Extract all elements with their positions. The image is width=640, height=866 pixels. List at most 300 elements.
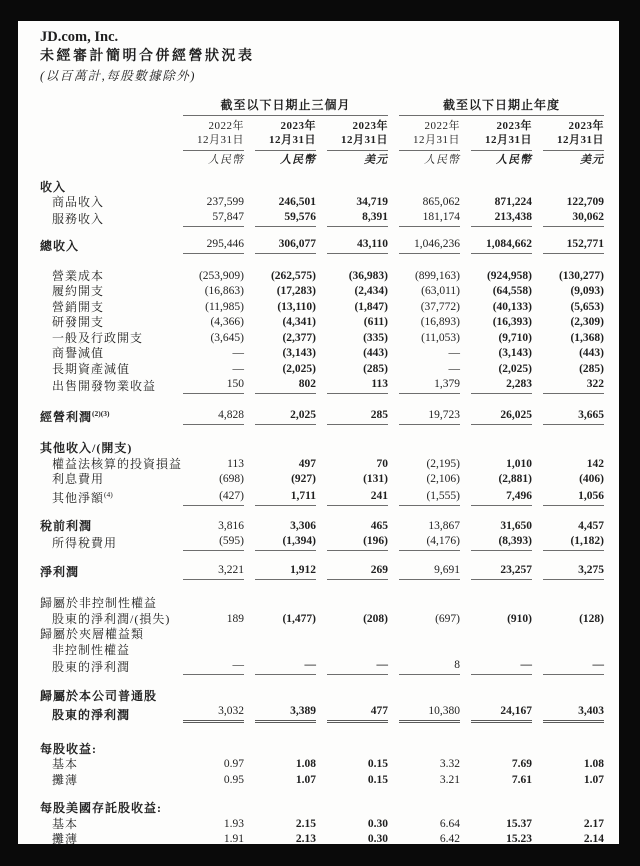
value-cell: (335): [363, 331, 389, 344]
value-cell: 8,391: [316, 210, 388, 227]
row-label: 經營利潤$^{(2)(3)}$: [40, 408, 110, 424]
col-header-date: 2023年 12月31日: [460, 116, 532, 151]
value-cell: —: [448, 362, 461, 375]
table-row: [40, 816, 604, 832]
value-cell: [532, 596, 604, 612]
value-cell: (63,011): [421, 285, 461, 297]
value-cell: 0.30: [367, 833, 389, 845]
value-cell: (16,893): [420, 316, 461, 328]
value-cell: [532, 741, 604, 757]
value-cell: 2,025: [244, 406, 316, 425]
value-cell: 3,665: [532, 406, 604, 425]
document-page: [18, 21, 619, 844]
value-cell: (443): [363, 347, 389, 359]
table-row: [40, 741, 604, 757]
value-cell: 269: [316, 563, 388, 580]
value-cell: 10,380: [388, 704, 460, 723]
value-cell: [172, 689, 244, 705]
value-cell: (128): [579, 612, 605, 625]
value-cell: —: [172, 658, 244, 675]
value-cell: 1,010: [506, 457, 533, 470]
value-cell: (2,106): [426, 473, 461, 485]
value-cell: —: [316, 658, 388, 675]
value-cell: 1,056: [532, 487, 604, 506]
value-cell: 113: [227, 457, 244, 470]
value-cell: (253,909): [198, 269, 244, 282]
table-row: [40, 472, 604, 488]
value-cell: —: [244, 658, 316, 675]
row-label: 股東的淨利潤/(損失): [52, 611, 171, 626]
value-cell: (40,133): [492, 300, 533, 313]
value-cell: [388, 627, 460, 643]
value-cell: (924,958): [486, 269, 533, 282]
value-cell: 13,867: [428, 519, 461, 532]
row-label: 一般及行政開支: [52, 330, 144, 345]
value-cell: (2,025): [282, 362, 316, 375]
value-cell: 477: [316, 704, 388, 723]
empty-label-cell: [40, 116, 172, 151]
value-cell: 4,828: [172, 406, 244, 425]
value-cell: (285): [579, 362, 605, 375]
spacer-row: [40, 723, 604, 741]
value-cell: [532, 179, 604, 195]
table-row: [40, 441, 604, 457]
value-cell: (3,143): [282, 347, 316, 359]
value-cell: [244, 441, 316, 457]
value-cell: (285): [363, 362, 389, 375]
row-label: 歸屬於本公司普通股: [40, 689, 158, 703]
value-cell: 0.95: [223, 773, 244, 786]
value-cell: [172, 179, 244, 195]
value-cell: 3,032: [172, 704, 244, 723]
value-cell: (1,555): [388, 487, 460, 506]
value-cell: [316, 627, 388, 643]
value-cell: 122,709: [566, 196, 605, 208]
value-cell: 295,446: [172, 237, 244, 254]
value-cell: 2.17: [583, 817, 605, 830]
table-row: [40, 179, 604, 195]
value-cell: (1,182): [532, 534, 604, 551]
col-header-currency: 人民幣: [280, 154, 316, 166]
value-cell: 1.07: [583, 773, 605, 786]
value-cell: (3,143): [498, 347, 533, 359]
row-label: 攤薄: [52, 772, 79, 787]
value-cell: [388, 642, 460, 658]
value-cell: (2,195): [426, 457, 461, 470]
value-cell: [460, 642, 532, 658]
spacer-row: [40, 394, 604, 406]
value-cell: (262,575): [270, 269, 316, 282]
value-cell: 3.21: [439, 773, 461, 786]
value-cell: 802: [244, 377, 316, 394]
row-label: 歸屬於非控制性權益: [40, 596, 158, 610]
table-row: [40, 832, 604, 848]
value-cell: (4,366): [210, 316, 244, 328]
group-header-year: 截至以下日期止年度: [388, 98, 604, 116]
value-cell: 7.69: [511, 758, 533, 770]
value-cell: 3.32: [439, 758, 461, 770]
value-cell: [172, 627, 244, 643]
row-label: 股東的淨利潤: [52, 708, 131, 722]
value-cell: (9,093): [570, 285, 605, 297]
row-label: 攤薄: [52, 832, 79, 846]
value-cell: 189: [226, 612, 244, 625]
table-row: [40, 689, 604, 705]
table-row: [40, 237, 604, 254]
value-cell: 3,403: [532, 704, 604, 723]
value-cell: 306,077: [244, 237, 316, 254]
table-row: [40, 346, 604, 362]
value-cell: [460, 801, 532, 817]
row-label: 基本: [52, 757, 79, 771]
col-header-date: 2023年 12月31日: [316, 116, 388, 151]
value-cell: 7.61: [511, 773, 533, 786]
value-cell: [244, 627, 316, 643]
value-cell: [532, 627, 604, 643]
value-cell: (1,394): [244, 534, 316, 551]
value-cell: —: [460, 658, 532, 675]
value-cell: 871,224: [494, 196, 533, 208]
value-cell: (899,163): [414, 269, 461, 282]
table-row: [40, 377, 604, 394]
value-cell: 43,110: [316, 237, 388, 254]
value-cell: (611): [363, 316, 389, 328]
value-cell: [388, 179, 460, 195]
value-cell: [244, 741, 316, 757]
value-cell: [460, 441, 532, 457]
value-cell: 213,438: [460, 210, 532, 227]
value-cell: [388, 741, 460, 757]
table-row: [40, 268, 604, 284]
value-cell: (9,710): [498, 331, 533, 344]
value-cell: (910): [507, 612, 533, 625]
title-block: [40, 28, 605, 85]
value-cell: (4,341): [282, 316, 316, 328]
row-label: 所得稅費用: [52, 535, 118, 550]
row-label: 其他收入/(開支): [40, 441, 133, 455]
value-cell: (697): [435, 612, 461, 625]
value-cell: (64,558): [492, 285, 533, 297]
value-cell: 24,167: [460, 704, 532, 723]
row-label: 淨利潤: [40, 564, 80, 579]
value-cell: 3,306: [290, 519, 316, 532]
value-cell: (36,983): [348, 269, 389, 282]
value-cell: [460, 179, 532, 195]
col-header-date: 2023年 12月31日: [244, 116, 316, 151]
statement-table-body: [40, 168, 604, 847]
value-cell: —: [232, 362, 244, 375]
value-cell: [244, 179, 316, 195]
empty-label-cell: [40, 151, 172, 168]
table-row: [40, 563, 604, 580]
col-header-currency: 人民幣: [424, 154, 461, 166]
value-cell: 1,379: [388, 377, 460, 394]
table-row: [40, 534, 604, 551]
value-cell: [172, 596, 244, 612]
table-row: [40, 596, 604, 612]
value-cell: (595): [172, 534, 244, 551]
value-cell: 3,221: [172, 563, 244, 580]
value-cell: 59,576: [244, 210, 316, 227]
table-row: [40, 330, 604, 346]
value-cell: (13,110): [277, 300, 316, 313]
value-cell: [316, 642, 388, 658]
spacer-row: [40, 580, 604, 596]
value-cell: 142: [586, 457, 605, 470]
value-cell: [388, 596, 460, 612]
row-label: 履約開支: [52, 284, 105, 298]
col-header-currency: 美元: [364, 154, 389, 166]
value-cell: [388, 441, 460, 457]
table-row: [40, 299, 604, 315]
value-cell: [172, 801, 244, 817]
period-group-row: [40, 98, 604, 116]
value-cell: (2,881): [498, 473, 533, 485]
row-label: 基本: [52, 816, 79, 831]
value-cell: 15.23: [506, 833, 533, 845]
value-cell: 0.30: [367, 817, 389, 830]
spacer-row: [40, 506, 604, 518]
col-header-date: 2022年 12月31日: [172, 116, 244, 151]
value-cell: (37,772): [420, 300, 461, 313]
value-cell: 26,025: [460, 406, 532, 425]
spacer-row: [40, 168, 604, 179]
row-label: 收入: [40, 179, 67, 194]
value-cell: 0.97: [223, 758, 244, 770]
value-cell: (3,645): [210, 331, 244, 344]
value-cell: 7,496: [460, 487, 532, 506]
value-cell: 237,599: [206, 196, 244, 208]
row-label: 商品收入: [52, 195, 105, 209]
table-row: [40, 210, 604, 227]
value-cell: —: [232, 347, 244, 359]
value-cell: [316, 596, 388, 612]
value-cell: 30,062: [532, 210, 604, 227]
value-cell: 2.15: [295, 817, 316, 830]
row-label: 研發開支: [52, 315, 105, 329]
value-cell: 2.14: [583, 833, 605, 845]
table-row: [40, 627, 604, 643]
table-header: [40, 98, 604, 168]
value-cell: [532, 689, 604, 705]
value-cell: (196): [316, 534, 388, 551]
spacer-row: [40, 551, 604, 563]
currency-header-row: [40, 151, 604, 168]
row-label: 營銷開支: [52, 299, 105, 314]
value-cell: (8,393): [460, 534, 532, 551]
value-cell: 3,275: [532, 563, 604, 580]
income-statement-table: [40, 98, 604, 847]
empty-corner-cell: [40, 98, 172, 116]
value-cell: (443): [579, 347, 605, 359]
value-cell: 241: [316, 487, 388, 506]
value-cell: [316, 689, 388, 705]
value-cell: [316, 441, 388, 457]
row-label: 非控制性權益: [52, 642, 131, 657]
value-cell: (16,863): [204, 285, 244, 297]
value-cell: [172, 441, 244, 457]
value-cell: 34,719: [356, 196, 389, 208]
value-cell: (2,377): [282, 331, 316, 344]
value-cell: 6.42: [439, 833, 461, 845]
value-cell: 322: [532, 377, 604, 394]
value-cell: 285: [316, 406, 388, 425]
value-cell: 1.08: [295, 758, 316, 770]
table-row: [40, 611, 604, 627]
value-cell: [316, 741, 388, 757]
row-label: 權益法核算的投資損益: [52, 456, 183, 471]
value-cell: (5,653): [570, 300, 605, 313]
value-cell: 865,062: [422, 196, 461, 208]
table-row: [40, 195, 604, 211]
date-header-row: [40, 116, 604, 151]
value-cell: (1,368): [570, 331, 605, 344]
value-cell: 15.37: [506, 817, 533, 830]
row-label: 股東的淨利潤: [52, 659, 131, 674]
value-cell: [388, 689, 460, 705]
spacer-row: [40, 788, 604, 801]
value-cell: [460, 596, 532, 612]
value-cell: [532, 441, 604, 457]
value-cell: (4,176): [388, 534, 460, 551]
value-cell: 1.91: [223, 833, 244, 845]
value-cell: [316, 179, 388, 195]
table-row: [40, 284, 604, 300]
row-label: 營業成本: [52, 268, 105, 283]
value-cell: [244, 689, 316, 705]
table-row: [40, 487, 604, 506]
value-cell: (1,847): [354, 300, 389, 313]
value-cell: [244, 642, 316, 658]
value-cell: (2,434): [354, 285, 389, 297]
value-cell: (11,053): [421, 331, 461, 344]
value-cell: (2,309): [570, 316, 605, 328]
value-cell: 1.08: [583, 758, 605, 770]
col-header-date: 2022年 12月31日: [388, 116, 460, 151]
value-cell: [532, 642, 604, 658]
value-cell: (17,283): [276, 285, 316, 297]
value-cell: [460, 741, 532, 757]
value-cell: (698): [219, 473, 244, 485]
value-cell: 8: [388, 658, 460, 675]
value-cell: 0.15: [367, 758, 389, 770]
value-cell: (427): [172, 487, 244, 506]
table-row: [40, 315, 604, 331]
row-label: 總收入: [40, 239, 80, 253]
statement-title: 未經審計簡明合併經營狀況表: [40, 49, 255, 64]
value-cell: 57,847: [172, 210, 244, 227]
value-cell: —: [448, 347, 461, 359]
row-label: 長期資產減值: [52, 361, 131, 376]
table-row: [40, 704, 604, 723]
value-cell: 4,457: [578, 519, 605, 532]
spacer-row: [40, 675, 604, 689]
value-cell: [172, 642, 244, 658]
value-cell: 3,816: [218, 519, 244, 532]
value-cell: 152,771: [532, 237, 604, 254]
units-note: (以百萬計,每股數據除外): [40, 69, 196, 83]
value-cell: [316, 801, 388, 817]
value-cell: (16,393): [492, 316, 533, 328]
table-row: [40, 801, 604, 817]
value-cell: 2,283: [460, 377, 532, 394]
value-cell: [244, 801, 316, 817]
value-cell: 1,084,662: [460, 237, 532, 254]
value-cell: 1,912: [244, 563, 316, 580]
value-cell: (131): [363, 473, 389, 485]
value-cell: 0.15: [367, 773, 389, 786]
value-cell: 497: [298, 457, 316, 470]
value-cell: [460, 627, 532, 643]
value-cell: 1,711: [244, 487, 316, 506]
value-cell: (2,025): [498, 362, 533, 375]
value-cell: (1,477): [282, 612, 316, 625]
table-row: [40, 757, 604, 773]
spacer-row: [40, 227, 604, 237]
col-header-currency: 美元: [580, 154, 605, 166]
table-row: [40, 658, 604, 675]
value-cell: 6.64: [439, 817, 461, 830]
value-cell: (927): [291, 473, 316, 485]
table-row: [40, 772, 604, 788]
value-cell: 246,501: [278, 196, 316, 208]
group-header-quarter: 截至以下日期止三個月: [172, 98, 388, 116]
row-label: 其他淨額$^{(4)}$: [52, 490, 113, 505]
value-cell: (11,985): [205, 300, 244, 313]
row-label: 利息費用: [52, 472, 105, 486]
row-label: 服務收入: [52, 212, 105, 226]
row-label: 稅前利潤: [40, 518, 93, 533]
value-cell: (208): [363, 612, 389, 625]
table-row: [40, 361, 604, 377]
value-cell: 1,046,236: [388, 237, 460, 254]
value-cell: 150: [172, 377, 244, 394]
table-row: [40, 642, 604, 658]
row-label: 歸屬於夾層權益類: [40, 627, 145, 641]
row-label: 商譽減值: [52, 346, 105, 360]
value-cell: (406): [579, 473, 605, 485]
value-cell: 19,723: [388, 406, 460, 425]
col-header-currency: 人民幣: [208, 154, 244, 166]
value-cell: 113: [316, 377, 388, 394]
value-cell: [172, 741, 244, 757]
value-cell: 70: [376, 457, 389, 470]
row-label: 出售開發物業收益: [52, 378, 157, 393]
value-cell: 23,257: [460, 563, 532, 580]
value-cell: —: [532, 658, 604, 675]
value-cell: [388, 801, 460, 817]
value-cell: 3,389: [244, 704, 316, 723]
value-cell: 9,691: [388, 563, 460, 580]
value-cell: 1.07: [295, 773, 316, 786]
table-row: [40, 406, 604, 425]
spacer-row: [40, 425, 604, 441]
table-row: [40, 456, 604, 472]
col-header-currency: 人民幣: [496, 154, 533, 166]
value-cell: 2.13: [295, 833, 316, 845]
value-cell: 31,650: [500, 519, 533, 532]
table-row: [40, 518, 604, 534]
col-header-date: 2023年 12月31日: [532, 116, 604, 151]
row-label: 每股收益:: [40, 741, 97, 756]
value-cell: [532, 801, 604, 817]
value-cell: [244, 596, 316, 612]
value-cell: 1.93: [223, 817, 244, 830]
value-cell: 181,174: [388, 210, 460, 227]
row-label: 每股美國存託股收益:: [40, 801, 162, 815]
value-cell: [460, 689, 532, 705]
value-cell: 465: [370, 519, 389, 532]
